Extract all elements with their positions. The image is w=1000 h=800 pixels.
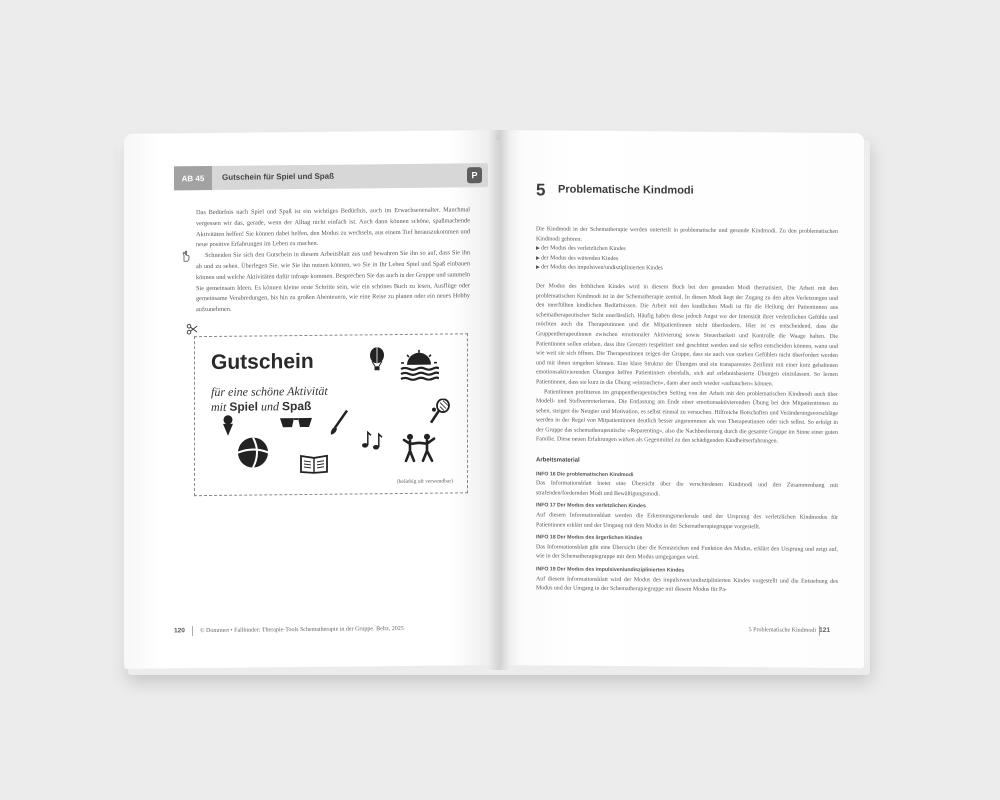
book-gutter — [488, 130, 510, 670]
footer-credit: © Dommert • Fallbinder: Therapie-Tools Schematherapie in der Gruppe. Beltz, 2025 — [200, 625, 404, 635]
dancing-people-icon — [401, 433, 437, 465]
chapter-number: 5 — [536, 180, 546, 200]
chapter-text — [536, 225, 838, 596]
worksheet-title: Gutschein für Spiel und Spaß — [222, 171, 335, 182]
left-page — [124, 130, 496, 669]
info-heading: INFO 19 Der Modus des impulsiven/undisziplinierten Kindes — [536, 566, 685, 574]
sunset-sea-icon — [399, 349, 439, 381]
list-item: ▶ der Modus des verletzlichen Kindes — [536, 245, 838, 257]
hand-pointing-icon — [181, 250, 191, 262]
tennis-racket-icon — [429, 398, 451, 424]
footer-divider — [192, 626, 193, 636]
voucher-word-bold: Spaß — [282, 398, 312, 414]
section-heading: Arbeitsmaterial — [536, 457, 580, 464]
info-heading: INFO 16 Die problematischen Kindmodi — [536, 470, 634, 478]
voucher-line-2 — [211, 399, 328, 415]
voucher-word: und — [261, 399, 280, 414]
music-notes-icon — [361, 429, 383, 451]
right-page — [500, 130, 864, 668]
scissors-icon — [186, 323, 198, 335]
info-text: Auf diesem Informationsblatt wird der Modus des impulsiven/undisziplinierten Kindes vorgestellt und die Entstehung des Modus und der Umgang in der Schematherapiegruppe mit diesem Modus für Pa- — [536, 575, 838, 594]
voucher-subtitle — [211, 384, 328, 415]
worksheet-tag: AB 45 — [174, 166, 212, 190]
voucher-line-1: für eine schöne Aktivität — [211, 383, 328, 399]
paintbrush-icon — [329, 410, 349, 436]
body-paragraph: Der Modus des fröhlichen Kindes wird in diesem Buch bei den gesunden Modi thematisiert. Die Arbeit mit den problematischen Kindmodi ist in der Schematherapie zentral. In diesen Modi liegt der Zugang zu den alten Verletzungen und den unerfüllten kindlichen Bedürfnissen. Die Arbeit mit den kindlichen Modi ist für die Heilung der Patientinnen aus schematherapeutischer Sicht unerlässlich. Häufig haben diese jedoch Angst vor der Intensität ihrer verletzlichen Gefühle und möchten auch die Therapeutinnen und die Mitpatientinnen nicht überfordern. Hier ist es entscheidend, dass die Gruppentherapeutinnen zwischen emotionaler Aktivierung sowie Steuerbarkeit und Kontrolle die Waage halten. Die Patientinnen sollen erleben, dass ihre Grenzen respektiert und geschützt werden und sie selbst entscheiden können, wann und wie weit sie sich öffnen. Die Therapeutinnen zeigen der Gruppe, dass sie auch von starken Gefühlen nicht überfordert werden und mit ihnen umgehen können. Eine klare Struktur der Übungen und ein transparentes Zeitlimit mit einer kurz gehaltenen emotionsaktivierenden Übungen helfen Patientinnen ebenfalls, sich auf erlebnisbasierte Übungen einzulassen. So lernen Patientinnen, dass sie kurz in die Übung »eintauchen«, dann aber auch wieder »auftauchen« können. — [536, 283, 838, 388]
beach-ball-icon — [237, 436, 269, 468]
kindmodi-list — [536, 245, 838, 276]
voucher-note: (beliebig oft verwendbar) — [396, 478, 453, 486]
running-head: 5 Problematische Kindmodi — [748, 627, 816, 634]
page-number-right: 121 — [819, 626, 830, 634]
voucher-word-bold: Spiel — [229, 399, 259, 414]
info-text: Das Informationsblatt bietet eine Übersicht über die verschiedenen Kindmodi und den Zusammenhang mit strafenden/fordernden Modi und Bewältigungsmodi. — [536, 480, 838, 498]
worksheet-paragraph: Das Bedürfnis nach Spiel und Spaß ist ein wichtiges Bedürfnis, auch im Erwachsenenalter. Manchmal vergessen wir das, gerade, wenn der Alltag nicht einfach ist. Auch dann können schöne, spaßmachende Aktivitäten helfen! Sie können dabei helfen, den Modus zu wechseln, aus einem Tief herauszukommen und neue positive Erfahrungen im Leben zu machen. — [196, 206, 470, 249]
sunglasses-icon — [279, 416, 313, 430]
info-text: Auf diesem Informationsblatt werden die Erkennungsmerkmale und der Ursprung des verletzlichen Kindmodus für Patientinnen erklärt und der Umgang mit dem Modus in der Schematherapiegruppe vorgestellt. — [536, 512, 838, 530]
worksheet-header — [174, 163, 488, 190]
body-paragraph: Patientinnen profitieren im gruppentherapeutischen Setting von der Arbeit mit den problematischen Kindmodi auch über Modell- und Stellvertreterlernen. Die Entlastung am Ende einer emotionsaktivierenden Übung bei den Mitpatientinnen zu sehen, steigert die Neugier und Motivation, es selbst einmal zu versuchen. Hilfreiche Botschaften und Veränderungsvorschläge werden in der Regel von Mitpatientinnen deutlich besser angenommen als von Therapeutinnen oder sich selbst. So erfolgt in der Gruppe das schematherapeutische »Reparenting«, also die Nachbeelterung durch die gesamte Gruppe im Sinne einer guten Familie. Diese neuen Erfahrungen wirken als Gegenmittel zu den schädigenden Kindheitserfahrungen. — [536, 388, 838, 445]
voucher — [194, 333, 468, 496]
open-book-icon — [299, 452, 329, 474]
info-heading: INFO 18 Der Modus des ärgerlichen Kindes — [536, 534, 643, 542]
list-item: ▶ der Modus des impulsiven/undisziplinierten Kindes — [536, 264, 838, 276]
info-text: Das Informationsblatt gibt eine Übersicht über die Kennzeichen und Funktion des Modus, erklärt den Ursprung und zeigt auf, wie in der Schematherapiegruppe mit dem Modus umgegangen wird. — [536, 544, 838, 562]
p-badge: P — [467, 167, 482, 183]
page-number-left: 120 — [174, 627, 185, 635]
voucher-word: mit — [211, 399, 227, 414]
worksheet-text — [196, 205, 470, 316]
chapter-title: Problematische Kindmodi — [558, 183, 694, 197]
list-item: ▶ der Modus des wütenden Kindes — [536, 254, 838, 266]
worksheet-paragraph: Schneiden Sie sich den Gutschein in diesem Arbeitsblatt aus und bewahren Sie ihn so auf, dass Sie ihn ab und zu sehen. Überlegen Sie, wie Sie ihn nutzen können, wo Sie in Ihr Leben Spiel und Spaß einbauen können und welche Aktivitäten dafür infrage kommen. Besprechen Sie das auch in der Gruppe und sammeln Sie gemeinsam Ideen. Es können kleine erste Schritte sein, wie ein schönes Buch zu lesen, Ausflüge oder gemeinsame Verabredungen, bis hin zu großen Abenteuern, wie eine Reise zu planen oder ein neues Hobby aufzunehmen. — [196, 249, 470, 314]
hot-air-balloon-icon — [369, 347, 385, 371]
info-heading: INFO 17 Der Modus des verletzlichen Kindes — [536, 502, 646, 510]
ice-cream-icon — [221, 415, 235, 437]
intro-paragraph: Die Kindmodi in der Schematherapie werden unterteilt in problematische und gesunde Kindmodi. Zu den problematischen Kindmodi gehören: — [536, 226, 838, 243]
voucher-title: Gutschein — [211, 349, 314, 374]
